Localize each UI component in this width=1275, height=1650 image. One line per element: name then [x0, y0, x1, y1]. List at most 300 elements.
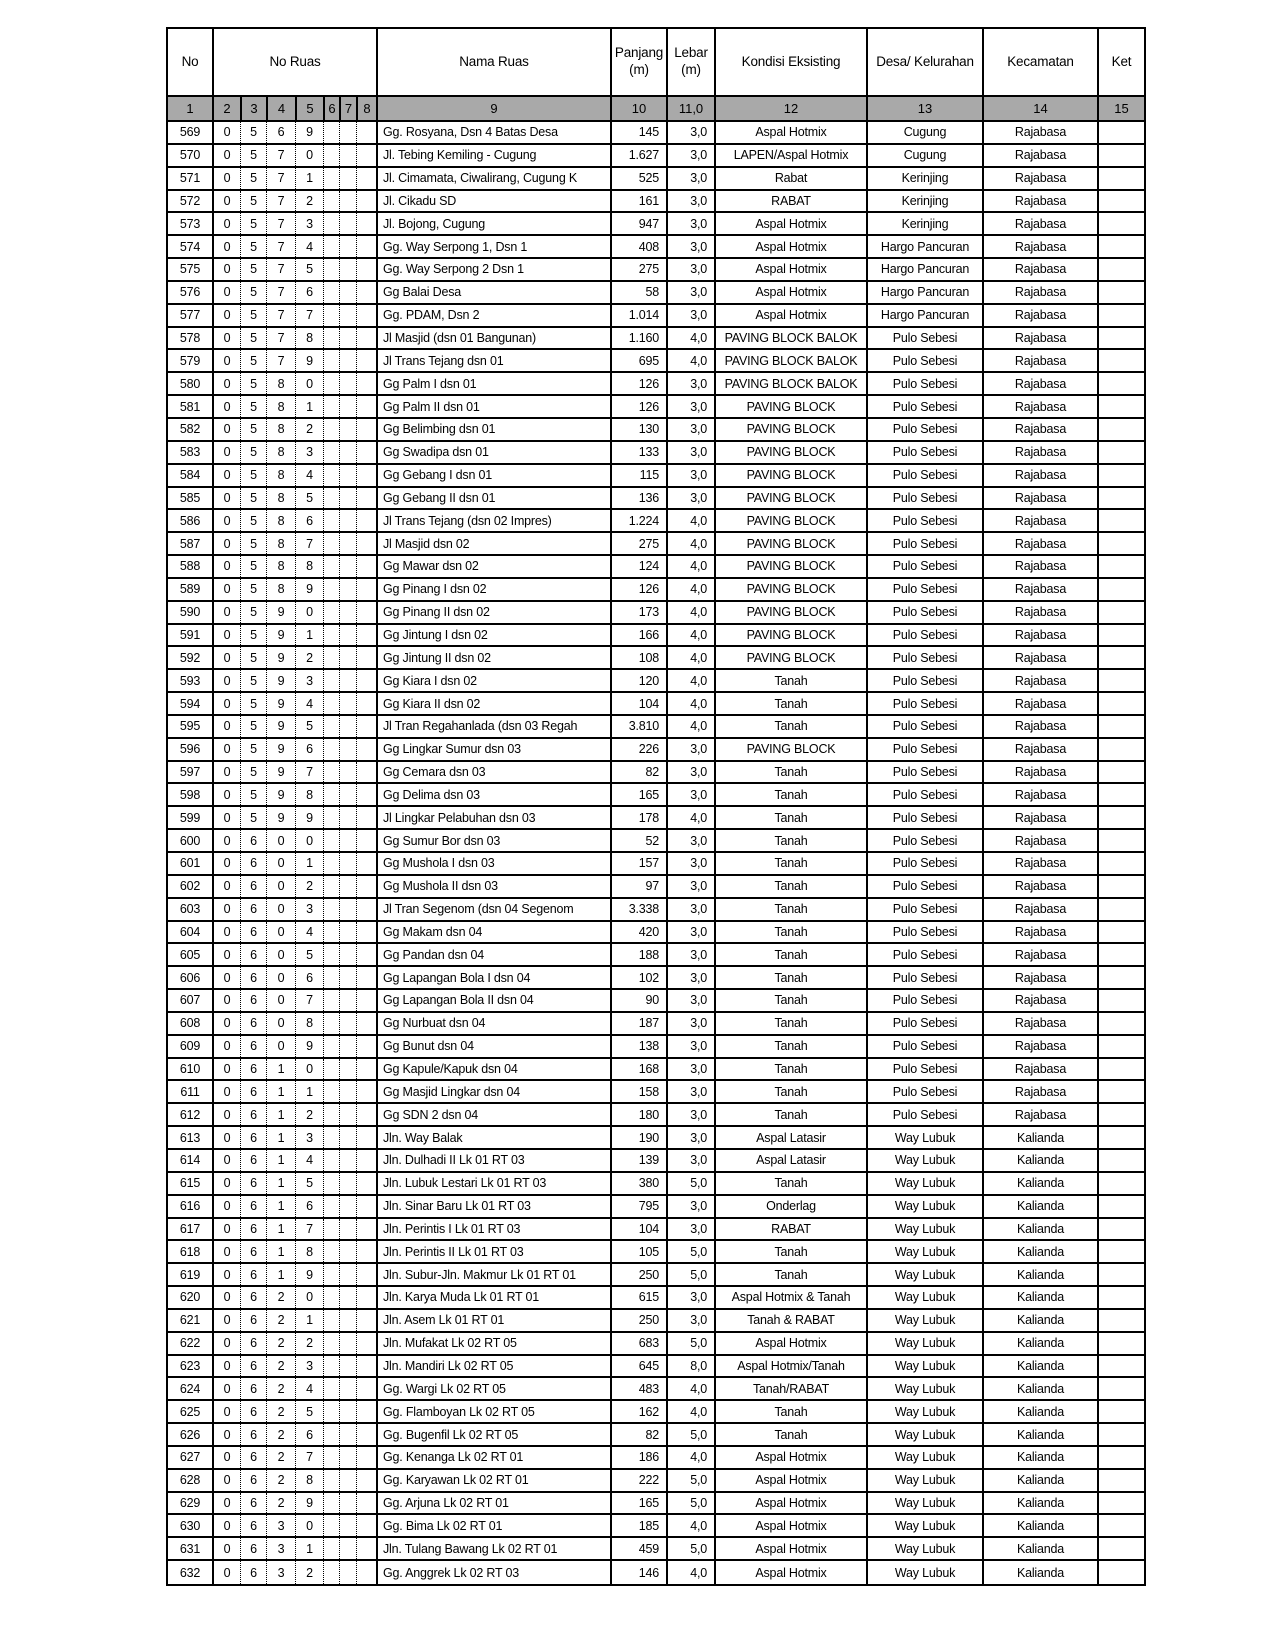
cell-kondisi-eksisting: Aspal Hotmix [714, 305, 866, 326]
table-row [168, 670, 1144, 693]
cell-desa-kelurahan: Pulo Sebesi [866, 922, 982, 943]
cell-no-ruas-6 [339, 259, 356, 280]
cell-nama-ruas: Gg Mushola II dsn 03 [376, 876, 610, 897]
cell-kecamatan: Kalianda [982, 1127, 1097, 1148]
cell-desa-kelurahan: Pulo Sebesi [866, 533, 982, 554]
cell-no-ruas-3: 1 [266, 1127, 295, 1148]
cell-no: 606 [179, 970, 201, 985]
cell-kondisi-eksisting: PAVING BLOCK [714, 602, 866, 623]
cell-ket [1097, 305, 1144, 326]
cell-no-ruas-3: 9 [266, 807, 295, 828]
cell-no-ruas-5 [323, 1333, 339, 1354]
cell-nama-ruas: Jln. Subur-Jln. Makmur Lk 01 RT 01 [376, 1264, 610, 1285]
cell-kondisi-eksisting: LAPEN/Aspal Hotmix [714, 145, 866, 166]
cell-no-ruas-3: 1 [266, 1173, 295, 1194]
cell-kecamatan: Rajabasa [982, 876, 1097, 897]
cell-no-ruas-2: 5 [240, 488, 266, 509]
cell-no-ruas-5 [323, 1196, 339, 1217]
cell-kecamatan: Rajabasa [982, 899, 1097, 920]
cell-no-ruas-3: 8 [266, 579, 295, 600]
cell-ket [1097, 944, 1144, 965]
cell-no: 569 [179, 125, 201, 140]
cell-kondisi-eksisting: PAVING BLOCK [714, 625, 866, 646]
cell-kondisi-eksisting: Aspal Hotmix [714, 1493, 866, 1514]
cell-no-ruas-5 [323, 1104, 339, 1125]
cell-lebar: 4,0 [666, 670, 714, 691]
cell-no-ruas-6 [339, 784, 356, 805]
cell-kecamatan: Rajabasa [982, 784, 1097, 805]
cell-lebar: 5,0 [666, 1470, 714, 1491]
cell-no-ruas-2: 5 [240, 556, 266, 577]
cell-no-ruas-2: 5 [240, 328, 266, 349]
cell-no-ruas-6 [339, 1219, 356, 1240]
cell-desa-kelurahan: Hargo Pancuran [866, 305, 982, 326]
cell-desa-kelurahan: Hargo Pancuran [866, 259, 982, 280]
cell-no-ruas-5 [323, 1378, 339, 1399]
cell-no: 619 [179, 1267, 201, 1282]
cell-ket [1097, 488, 1144, 509]
cell-nama-ruas: Gg Sumur Bor dsn 03 [376, 830, 610, 851]
table-row [168, 1424, 1144, 1447]
cell-no-ruas-1: 0 [212, 670, 240, 691]
cell-no: 594 [179, 696, 201, 711]
cell-lebar: 3,0 [666, 465, 714, 486]
cell-no-ruas-4: 0 [295, 1059, 323, 1080]
cell-desa-kelurahan: Pulo Sebesi [866, 1036, 982, 1057]
cell-no-ruas-3: 8 [266, 442, 295, 463]
table-row [168, 1470, 1144, 1493]
cell-panjang: 82 [610, 762, 666, 783]
cell-no-ruas-3: 0 [266, 922, 295, 943]
cell-ket [1097, 1150, 1144, 1171]
cell-no: 627 [179, 1450, 201, 1465]
cell-no-ruas-7 [356, 1424, 376, 1445]
table-row [168, 944, 1144, 967]
cell-panjang: 90 [610, 990, 666, 1011]
cell-desa-kelurahan: Pulo Sebesi [866, 1081, 982, 1102]
cell-no: 583 [179, 445, 201, 460]
cell-ket [1097, 328, 1144, 349]
cell-no-ruas-1: 0 [212, 488, 240, 509]
cell-kecamatan: Rajabasa [982, 556, 1097, 577]
cell-kondisi-eksisting: Tanah [714, 990, 866, 1011]
cell-lebar: 3,0 [666, 1219, 714, 1240]
cell-no-ruas-1: 0 [212, 1264, 240, 1285]
cell-no-ruas-7 [356, 510, 376, 531]
numbering-cell: 8 [356, 97, 376, 120]
cell-no-ruas-7 [356, 556, 376, 577]
cell-no-ruas-5 [323, 853, 339, 874]
cell-no-ruas-3: 7 [266, 191, 295, 212]
cell-nama-ruas: Gg. Karyawan Lk 02 RT 01 [376, 1470, 610, 1491]
cell-nama-ruas: Jl. Tebing Kemiling - Cugung [376, 145, 610, 166]
cell-no-ruas-7 [356, 899, 376, 920]
cell-no: 578 [179, 331, 201, 346]
cell-no-ruas-6 [339, 122, 356, 143]
cell-ket [1097, 1561, 1144, 1584]
cell-no-ruas-6 [339, 1104, 356, 1125]
cell-nama-ruas: Gg Gebang I dsn 01 [376, 465, 610, 486]
cell-no-ruas-3: 9 [266, 693, 295, 714]
cell-no-ruas-3: 7 [266, 168, 295, 189]
cell-no-ruas-7 [356, 1150, 376, 1171]
cell-no: 625 [179, 1404, 201, 1419]
cell-no-ruas-2: 6 [240, 1127, 266, 1148]
cell-nama-ruas: Gg Pinang II dsn 02 [376, 602, 610, 623]
cell-no-ruas-4: 9 [295, 122, 323, 143]
cell-no-ruas-1: 0 [212, 282, 240, 303]
table-row [168, 716, 1144, 739]
cell-desa-kelurahan: Pulo Sebesi [866, 693, 982, 714]
cell-no: 629 [179, 1496, 201, 1511]
cell-no-ruas-3: 3 [266, 1538, 295, 1559]
cell-no-ruas-7 [356, 1515, 376, 1536]
cell-lebar: 3,0 [666, 944, 714, 965]
cell-lebar: 3,0 [666, 1036, 714, 1057]
cell-desa-kelurahan: Pulo Sebesi [866, 465, 982, 486]
cell-lebar: 5,0 [666, 1241, 714, 1262]
cell-ket [1097, 1378, 1144, 1399]
cell-no-ruas-7 [356, 1196, 376, 1217]
cell-kondisi-eksisting: Tanah [714, 1424, 866, 1445]
cell-no-ruas-6 [339, 1310, 356, 1331]
cell-ket [1097, 1287, 1144, 1308]
cell-no-ruas-4: 7 [295, 1219, 323, 1240]
cell-panjang: 1.627 [610, 145, 666, 166]
cell-desa-kelurahan: Pulo Sebesi [866, 807, 982, 828]
cell-desa-kelurahan: Pulo Sebesi [866, 944, 982, 965]
cell-kecamatan: Kalianda [982, 1356, 1097, 1377]
numbering-cell: 11,0 [666, 97, 714, 120]
cell-no-ruas-1: 0 [212, 1104, 240, 1125]
cell-no-ruas-1: 0 [212, 1515, 240, 1536]
cell-panjang: 1.224 [610, 510, 666, 531]
cell-no-ruas-4: 3 [295, 442, 323, 463]
cell-no-ruas-4: 2 [295, 1561, 323, 1584]
cell-no-ruas-5 [323, 602, 339, 623]
cell-no-ruas-1: 0 [212, 533, 240, 554]
cell-no-ruas-7 [356, 1081, 376, 1102]
cell-no-ruas-6 [339, 739, 356, 760]
cell-desa-kelurahan: Way Lubuk [866, 1150, 982, 1171]
cell-kondisi-eksisting: Tanah [714, 853, 866, 874]
cell-no: 600 [179, 833, 201, 848]
table-row [168, 807, 1144, 830]
cell-no-ruas-4: 5 [295, 1401, 323, 1422]
cell-no-ruas-5 [323, 1470, 339, 1491]
cell-nama-ruas: Gg Mawar dsn 02 [376, 556, 610, 577]
cell-no-ruas-4: 4 [295, 693, 323, 714]
cell-panjang: 483 [610, 1378, 666, 1399]
cell-desa-kelurahan: Way Lubuk [866, 1356, 982, 1377]
cell-no-ruas-1: 0 [212, 1287, 240, 1308]
cell-lebar: 4,0 [666, 556, 714, 577]
cell-no-ruas-7 [356, 670, 376, 691]
cell-no-ruas-6 [339, 990, 356, 1011]
cell-no-ruas-6 [339, 236, 356, 257]
cell-kecamatan: Kalianda [982, 1219, 1097, 1240]
cell-no-ruas-3: 0 [266, 1036, 295, 1057]
cell-no-ruas-3: 0 [266, 876, 295, 897]
cell-no: 592 [179, 650, 201, 665]
cell-desa-kelurahan: Pulo Sebesi [866, 625, 982, 646]
cell-no-ruas-3: 3 [266, 1561, 295, 1584]
cell-no-ruas-7 [356, 145, 376, 166]
cell-kecamatan: Rajabasa [982, 602, 1097, 623]
cell-ket [1097, 647, 1144, 668]
numbering-cell: 1 [186, 101, 194, 116]
cell-no-ruas-7 [356, 922, 376, 943]
cell-nama-ruas: Gg. Kenanga Lk 02 RT 01 [376, 1447, 610, 1468]
cell-no-ruas-1: 0 [212, 259, 240, 280]
cell-no-ruas-3: 9 [266, 670, 295, 691]
cell-panjang: 3.338 [610, 899, 666, 920]
cell-no: 588 [179, 559, 201, 574]
cell-no-ruas-2: 5 [240, 373, 266, 394]
cell-no-ruas-5 [323, 807, 339, 828]
cell-no-ruas-4: 9 [295, 1036, 323, 1057]
table-row [168, 1127, 1144, 1150]
cell-no-ruas-6 [339, 853, 356, 874]
cell-no: 602 [179, 879, 201, 894]
cell-kondisi-eksisting: Aspal Hotmix/Tanah [714, 1356, 866, 1377]
cell-nama-ruas: Gg Jintung II dsn 02 [376, 647, 610, 668]
cell-lebar: 3,0 [666, 830, 714, 851]
cell-no-ruas-7 [356, 716, 376, 737]
table-row [168, 876, 1144, 899]
cell-panjang: 146 [610, 1561, 666, 1584]
cell-ket [1097, 145, 1144, 166]
cell-no-ruas-5 [323, 556, 339, 577]
cell-no-ruas-2: 6 [240, 1310, 266, 1331]
cell-no-ruas-7 [356, 191, 376, 212]
table-row [168, 1378, 1144, 1401]
header-kondisi-eksisting: Kondisi Eksisting [714, 29, 866, 95]
cell-no-ruas-1: 0 [212, 1173, 240, 1194]
cell-lebar: 4,0 [666, 350, 714, 371]
cell-kondisi-eksisting: Aspal Hotmix [714, 1470, 866, 1491]
cell-lebar: 3,0 [666, 282, 714, 303]
cell-nama-ruas: Jl Tran Segenom (dsn 04 Segenom [376, 899, 610, 920]
cell-panjang: 104 [610, 693, 666, 714]
cell-no-ruas-5 [323, 442, 339, 463]
cell-panjang: 158 [610, 1081, 666, 1102]
cell-no-ruas-5 [323, 1150, 339, 1171]
table-row [168, 1333, 1144, 1356]
cell-nama-ruas: Gg Palm II dsn 01 [376, 396, 610, 417]
cell-no-ruas-7 [356, 1173, 376, 1194]
cell-no-ruas-1: 0 [212, 739, 240, 760]
cell-no-ruas-2: 6 [240, 1036, 266, 1057]
cell-no-ruas-4: 6 [295, 1424, 323, 1445]
cell-kecamatan: Rajabasa [982, 122, 1097, 143]
cell-no-ruas-7 [356, 1401, 376, 1422]
cell-kecamatan: Rajabasa [982, 168, 1097, 189]
cell-kondisi-eksisting: RABAT [714, 191, 866, 212]
cell-no-ruas-4: 1 [295, 625, 323, 646]
table-row [168, 1196, 1144, 1219]
cell-no-ruas-4: 6 [295, 282, 323, 303]
cell-no-ruas-6 [339, 579, 356, 600]
cell-no-ruas-2: 6 [240, 1561, 266, 1584]
cell-no-ruas-6 [339, 807, 356, 828]
cell-no-ruas-7 [356, 1356, 376, 1377]
cell-desa-kelurahan: Pulo Sebesi [866, 739, 982, 760]
cell-no-ruas-2: 5 [240, 168, 266, 189]
cell-no-ruas-4: 7 [295, 990, 323, 1011]
cell-no-ruas-2: 5 [240, 419, 266, 440]
cell-kondisi-eksisting: Aspal Latasir [714, 1127, 866, 1148]
cell-panjang: 58 [610, 282, 666, 303]
cell-lebar: 3,0 [666, 899, 714, 920]
cell-kondisi-eksisting: PAVING BLOCK [714, 533, 866, 554]
cell-no-ruas-7 [356, 853, 376, 874]
cell-panjang: 645 [610, 1356, 666, 1377]
cell-no-ruas-1: 0 [212, 305, 240, 326]
cell-ket [1097, 1310, 1144, 1331]
cell-nama-ruas: Gg. Wargi Lk 02 RT 05 [376, 1378, 610, 1399]
table-row [168, 647, 1144, 670]
table-row [168, 488, 1144, 511]
cell-no-ruas-5 [323, 510, 339, 531]
cell-kondisi-eksisting: Aspal Hotmix [714, 1561, 866, 1584]
cell-desa-kelurahan: Pulo Sebesi [866, 762, 982, 783]
cell-kondisi-eksisting: Aspal Hotmix [714, 1333, 866, 1354]
cell-kondisi-eksisting: Tanah [714, 899, 866, 920]
cell-kondisi-eksisting: Aspal Hotmix [714, 259, 866, 280]
cell-no-ruas-4: 9 [295, 579, 323, 600]
cell-nama-ruas: Gg Mushola I dsn 03 [376, 853, 610, 874]
cell-no-ruas-1: 0 [212, 419, 240, 440]
cell-no-ruas-4: 3 [295, 213, 323, 234]
cell-no-ruas-1: 0 [212, 1013, 240, 1034]
cell-ket [1097, 442, 1144, 463]
cell-kondisi-eksisting: Tanah [714, 1081, 866, 1102]
cell-lebar: 5,0 [666, 1173, 714, 1194]
cell-no-ruas-7 [356, 1470, 376, 1491]
cell-kecamatan: Rajabasa [982, 442, 1097, 463]
cell-nama-ruas: Gg Masjid Lingkar dsn 04 [376, 1081, 610, 1102]
cell-ket [1097, 876, 1144, 897]
cell-ket [1097, 1264, 1144, 1285]
cell-no: 570 [179, 148, 201, 163]
cell-no-ruas-5 [323, 373, 339, 394]
cell-lebar: 3,0 [666, 122, 714, 143]
cell-desa-kelurahan: Pulo Sebesi [866, 602, 982, 623]
cell-no-ruas-2: 5 [240, 350, 266, 371]
cell-no-ruas-4: 1 [295, 1081, 323, 1102]
cell-no-ruas-3: 8 [266, 488, 295, 509]
cell-lebar: 3,0 [666, 213, 714, 234]
cell-no-ruas-6 [339, 1515, 356, 1536]
cell-no-ruas-1: 0 [212, 350, 240, 371]
cell-panjang: 161 [610, 191, 666, 212]
cell-no: 577 [179, 308, 201, 323]
cell-nama-ruas: Jln. Asem Lk 01 RT 01 [376, 1310, 610, 1331]
cell-desa-kelurahan: Cugung [866, 145, 982, 166]
cell-no-ruas-2: 6 [240, 1333, 266, 1354]
cell-no-ruas-7 [356, 1104, 376, 1125]
cell-lebar: 3,0 [666, 145, 714, 166]
cell-lebar: 4,0 [666, 716, 714, 737]
cell-lebar: 3,0 [666, 990, 714, 1011]
cell-no-ruas-6 [339, 670, 356, 691]
table-row [168, 579, 1144, 602]
cell-lebar: 4,0 [666, 1447, 714, 1468]
cell-nama-ruas: Gg Kiara II dsn 02 [376, 693, 610, 714]
cell-lebar: 5,0 [666, 1493, 714, 1514]
cell-ket [1097, 1036, 1144, 1057]
cell-no-ruas-5 [323, 396, 339, 417]
cell-no: 608 [179, 1016, 201, 1031]
cell-no-ruas-1: 0 [212, 1401, 240, 1422]
cell-kecamatan: Rajabasa [982, 259, 1097, 280]
table-row [168, 853, 1144, 876]
cell-no-ruas-5 [323, 1013, 339, 1034]
cell-kondisi-eksisting: Aspal Hotmix [714, 1515, 866, 1536]
table-row [168, 1356, 1144, 1379]
cell-nama-ruas: Gg Balai Desa [376, 282, 610, 303]
cell-no-ruas-5 [323, 122, 339, 143]
cell-no-ruas-5 [323, 533, 339, 554]
cell-nama-ruas: Gg Lingkar Sumur dsn 03 [376, 739, 610, 760]
cell-kondisi-eksisting: Tanah [714, 716, 866, 737]
cell-kecamatan: Rajabasa [982, 396, 1097, 417]
cell-ket [1097, 1241, 1144, 1262]
cell-panjang: 126 [610, 373, 666, 394]
table-body [168, 122, 1144, 1584]
cell-no-ruas-2: 5 [240, 282, 266, 303]
cell-nama-ruas: Gg Pinang I dsn 02 [376, 579, 610, 600]
cell-ket [1097, 373, 1144, 394]
cell-no-ruas-1: 0 [212, 213, 240, 234]
cell-no-ruas-3: 9 [266, 647, 295, 668]
table-row [168, 168, 1144, 191]
cell-no-ruas-3: 7 [266, 213, 295, 234]
cell-no-ruas-3: 0 [266, 830, 295, 851]
cell-desa-kelurahan: Pulo Sebesi [866, 373, 982, 394]
cell-panjang: 126 [610, 396, 666, 417]
cell-lebar: 3,0 [666, 1196, 714, 1217]
cell-no: 628 [179, 1473, 201, 1488]
cell-no-ruas-7 [356, 967, 376, 988]
cell-no-ruas-3: 8 [266, 396, 295, 417]
cell-no-ruas-1: 0 [212, 762, 240, 783]
road-register-table [166, 27, 1146, 1586]
table-row [168, 1310, 1144, 1333]
cell-no-ruas-4: 1 [295, 396, 323, 417]
table-row [168, 1013, 1144, 1036]
cell-kecamatan: Kalianda [982, 1196, 1097, 1217]
cell-no-ruas-4: 8 [295, 328, 323, 349]
cell-kecamatan: Kalianda [982, 1333, 1097, 1354]
cell-panjang: 124 [610, 556, 666, 577]
cell-no-ruas-6 [339, 282, 356, 303]
cell-kondisi-eksisting: Tanah [714, 807, 866, 828]
cell-panjang: 166 [610, 625, 666, 646]
table-row [168, 282, 1144, 305]
cell-no-ruas-6 [339, 305, 356, 326]
cell-no-ruas-2: 5 [240, 739, 266, 760]
cell-nama-ruas: Jln. Way Balak [376, 1127, 610, 1148]
cell-no: 597 [179, 765, 201, 780]
cell-no-ruas-4: 3 [295, 899, 323, 920]
cell-panjang: 187 [610, 1013, 666, 1034]
cell-no: 624 [179, 1381, 201, 1396]
cell-no-ruas-1: 0 [212, 1378, 240, 1399]
cell-panjang: 108 [610, 647, 666, 668]
cell-no-ruas-5 [323, 465, 339, 486]
